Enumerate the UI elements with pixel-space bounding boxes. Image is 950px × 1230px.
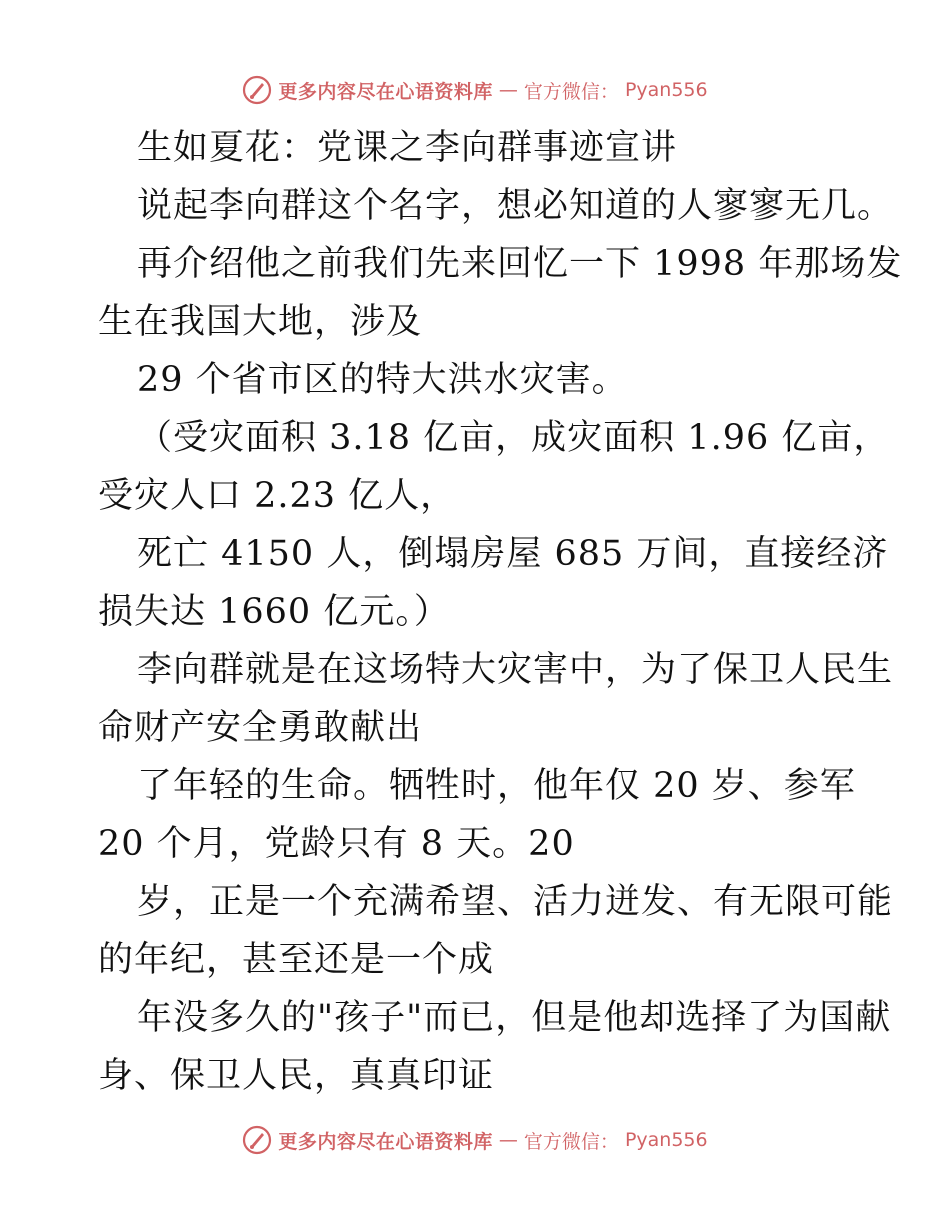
watermark-site-name: 更多内容尽在心语资料库 <box>278 1130 493 1153</box>
document-title: 生如夏花：党课之李向群事迹宣讲 <box>137 128 678 168</box>
paragraph-line: 年没多久的"孩子"而已，但是他却选择了为国献 <box>137 998 892 1038</box>
watermark-content <box>242 75 707 105</box>
paragraph-line: 损失达 1660 亿元。） <box>98 592 450 632</box>
paragraph-line: 岁，正是一个充满希望、活力迸发、有无限可能 <box>137 882 894 922</box>
paragraph-line: 身、保卫人民，真真印证 <box>98 1056 495 1096</box>
paragraph-line: 的年纪，甚至还是一个成 <box>98 940 495 980</box>
watermark-wechat-id: Pyan556 <box>624 79 708 101</box>
paragraph-line: 了年轻的生命。牺牲时，他年仅 20 岁、参军 <box>137 766 856 806</box>
paragraph-line: 受灾人口 2.23 亿人， <box>98 476 457 516</box>
paragraph-line: 20 个月，党龄只有 8 天。20 <box>98 824 575 864</box>
quill-pen-logo-icon <box>242 1125 272 1155</box>
header-watermark <box>0 70 950 110</box>
watermark-wechat-id: Pyan556 <box>624 1129 708 1151</box>
paragraph-line: 生在我国大地，涉及 <box>98 302 423 342</box>
paragraph-line: （受灾面积 3.18 亿亩，成灾面积 1.96 亿亩， <box>137 418 890 458</box>
paragraph-line: 李向群就是在这场特大灾害中，为了保卫人民生 <box>137 650 894 690</box>
paragraph-line: 说起李向群这个名字，想必知道的人寥寥无几。 <box>137 186 894 226</box>
paragraph-line: 再介绍他之前我们先来回忆一下 1998 年那场发 <box>137 244 903 284</box>
watermark-separator: — <box>498 1129 518 1151</box>
watermark-wechat-label: 官方微信： <box>523 1130 619 1153</box>
watermark-wechat-label: 官方微信： <box>523 80 619 103</box>
quill-pen-logo-icon <box>242 75 272 105</box>
watermark-separator: — <box>498 79 518 101</box>
paragraph-line: 死亡 4150 人，倒塌房屋 685 万间，直接经济 <box>137 534 889 574</box>
paragraph-line: 命财产安全勇敢献出 <box>98 708 423 748</box>
footer-watermark <box>0 1120 950 1160</box>
watermark-content <box>242 1125 707 1155</box>
watermark-site-name: 更多内容尽在心语资料库 <box>278 80 493 103</box>
paragraph-line: 29 个省市区的特大洪水灾害。 <box>137 360 628 400</box>
